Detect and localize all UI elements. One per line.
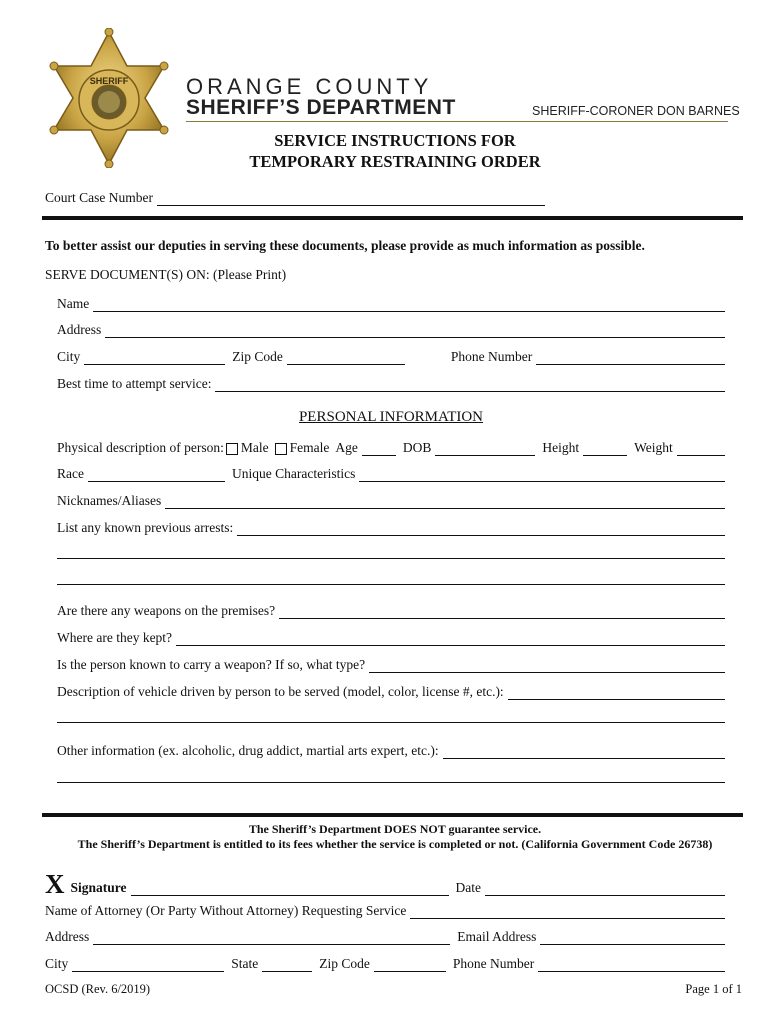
- nicknames-field[interactable]: [165, 496, 725, 509]
- female-label: Female: [289, 440, 330, 455]
- carry-label: Is the person known to carry a weapon? If so, what type?: [57, 657, 366, 672]
- serve-heading: SERVE DOCUMENT(S) ON: (Please Print): [45, 267, 287, 282]
- attorney-row: [45, 903, 725, 919]
- email-label: Email Address: [457, 929, 537, 944]
- req-zip-label: Zip Code: [319, 956, 370, 971]
- req-city-row: [45, 956, 725, 972]
- req-address-field[interactable]: [93, 932, 450, 945]
- carry-row: [57, 657, 725, 673]
- court-case-field[interactable]: [157, 193, 545, 206]
- org-name-line1: ORANGE COUNTY: [186, 74, 433, 99]
- personal-heading-wrap: [0, 409, 770, 426]
- other-line-2[interactable]: [57, 770, 725, 783]
- carry-field[interactable]: [369, 660, 725, 673]
- instructions-text: To better assist our deputies in serving these documents, please provide as much information as possible.: [45, 238, 645, 253]
- req-phone-field[interactable]: [538, 959, 725, 972]
- physical-label: Physical description of person:: [57, 440, 224, 455]
- weight-label: Weight: [634, 440, 673, 455]
- kept-field[interactable]: [176, 633, 725, 646]
- signature-row: [45, 869, 725, 899]
- race-row: [57, 466, 725, 482]
- form-title-line1: SERVICE INSTRUCTIONS FOR: [274, 131, 516, 150]
- height-field[interactable]: [583, 443, 627, 456]
- notice-line1: The Sheriff’s Department DOES NOT guarantee service.: [248, 822, 542, 836]
- form-id: OCSD (Rev. 6/2019): [45, 982, 151, 996]
- phone-field[interactable]: [536, 352, 725, 365]
- vehicle-field[interactable]: [508, 687, 725, 700]
- req-city-label: City: [45, 956, 69, 971]
- page-number: Page 1 of 1: [685, 982, 742, 996]
- arrests-label: List any known previous arrests:: [57, 520, 234, 535]
- address-field[interactable]: [105, 325, 725, 338]
- divider-top: [42, 216, 743, 220]
- male-checkbox[interactable]: [226, 443, 238, 455]
- divider-bottom: [42, 813, 743, 817]
- court-case-row: [45, 190, 545, 206]
- name-row: [57, 296, 725, 312]
- vehicle-label: Description of vehicle driven by person to be served (model, color, license #, etc.):: [57, 684, 504, 699]
- race-label: Race: [57, 466, 84, 481]
- address-row: [57, 322, 725, 338]
- male-label: Male: [240, 440, 269, 455]
- best-time-field[interactable]: [215, 379, 725, 392]
- attorney-field[interactable]: [410, 906, 725, 919]
- notice-line2: The Sheriff’s Department is entitled to its fees whether the service is completed or not. (California Government Code 26738): [77, 837, 713, 851]
- email-field[interactable]: [540, 932, 725, 945]
- arrests-row: [57, 520, 725, 536]
- vehicle-row: [57, 684, 725, 700]
- attorney-label: Name of Attorney (Or Party Without Attorney) Requesting Service: [45, 903, 407, 918]
- req-zip-field[interactable]: [374, 959, 446, 972]
- city-field[interactable]: [84, 352, 225, 365]
- kept-label: Where are they kept?: [57, 630, 173, 645]
- physical-row: [57, 440, 725, 456]
- female-checkbox[interactable]: [275, 443, 287, 455]
- header-rule: [186, 121, 728, 122]
- age-field[interactable]: [362, 443, 396, 456]
- org-name-line2: SHERIFF’S DEPARTMENT: [186, 96, 456, 119]
- city-label: City: [57, 349, 81, 364]
- unique-label: Unique Characteristics: [231, 466, 356, 481]
- arrests-field[interactable]: [237, 523, 725, 536]
- weapons-row: [57, 603, 725, 619]
- dob-field[interactable]: [435, 443, 535, 456]
- req-address-label: Address: [45, 929, 90, 944]
- weapons-field[interactable]: [279, 606, 725, 619]
- zip-field[interactable]: [287, 352, 405, 365]
- best-time-row: [57, 376, 725, 392]
- personal-heading: PERSONAL INFORMATION: [298, 409, 484, 425]
- age-label: Age: [335, 440, 358, 455]
- city-zip-phone-row: [57, 349, 725, 365]
- x-mark: X: [45, 869, 65, 899]
- weapons-label: Are there any weapons on the premises?: [57, 603, 276, 618]
- zip-label: Zip Code: [232, 349, 283, 364]
- name-field[interactable]: [93, 299, 725, 312]
- state-label: State: [231, 956, 259, 971]
- weight-field[interactable]: [677, 443, 725, 456]
- nicknames-row: [57, 493, 725, 509]
- other-row: [57, 743, 725, 759]
- date-label: Date: [455, 880, 481, 895]
- signature-label: Signature: [70, 880, 127, 895]
- best-time-label: Best time to attempt service:: [57, 376, 212, 391]
- vehicle-line-2[interactable]: [57, 710, 725, 723]
- unique-field[interactable]: [359, 469, 725, 482]
- height-label: Height: [542, 440, 580, 455]
- date-field[interactable]: [485, 883, 725, 896]
- court-case-label: Court Case Number: [45, 190, 153, 205]
- nicknames-label: Nicknames/Aliases: [57, 493, 162, 508]
- req-phone-label: Phone Number: [452, 956, 535, 971]
- state-field[interactable]: [262, 959, 312, 972]
- race-field[interactable]: [88, 469, 225, 482]
- form-title-line2: TEMPORARY RESTRAINING ORDER: [249, 152, 541, 171]
- phone-label: Phone Number: [450, 349, 533, 364]
- arrests-line-3[interactable]: [57, 572, 725, 585]
- other-field[interactable]: [443, 746, 725, 759]
- signature-field[interactable]: [131, 883, 449, 896]
- dob-label: DOB: [402, 440, 432, 455]
- address-label: Address: [57, 322, 102, 337]
- sheriff-name: SHERIFF-CORONER DON BARNES: [532, 104, 740, 118]
- kept-row: [57, 630, 725, 646]
- req-address-row: [45, 929, 725, 945]
- badge-text: SHERIFF: [89, 76, 129, 86]
- name-label: Name: [57, 296, 90, 311]
- arrests-line-2[interactable]: [57, 546, 725, 559]
- req-city-field[interactable]: [72, 959, 224, 972]
- other-label: Other information (ex. alcoholic, drug addict, martial arts expert, etc.):: [57, 743, 439, 758]
